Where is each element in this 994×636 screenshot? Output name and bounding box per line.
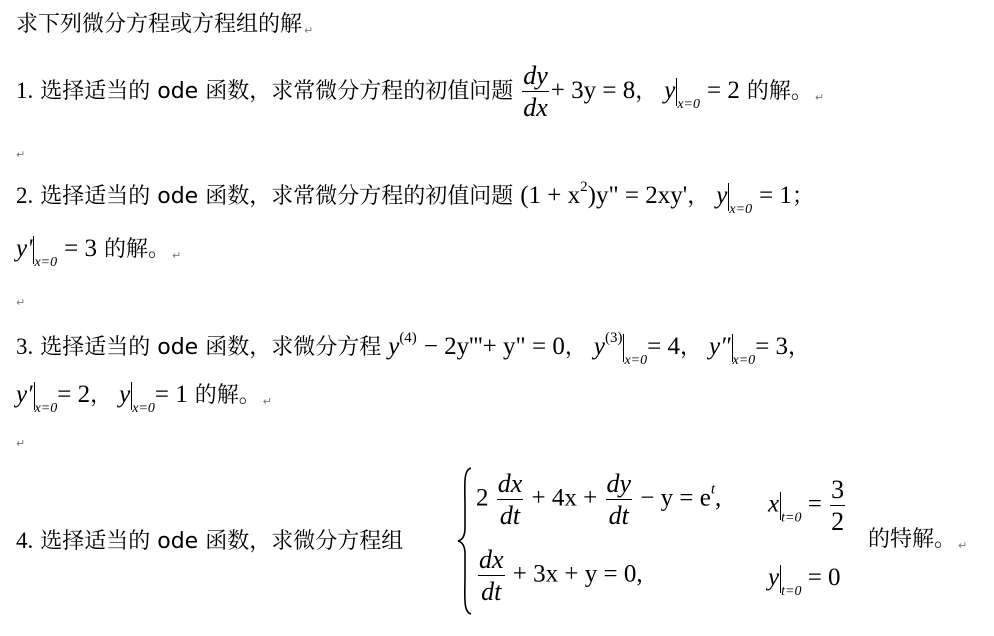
problem-2 — [16, 180, 814, 217]
condition-value: = 3 — [755, 333, 789, 360]
derivative-order: (3) — [604, 330, 623, 346]
problem-3 — [16, 331, 810, 368]
condition-variable: y — [716, 182, 728, 209]
condition-subscript: x=0 — [132, 401, 155, 416]
paragraph-mark: ↵ — [16, 296, 26, 309]
paragraph-mark: ↵ — [16, 437, 26, 450]
condition-variable: x — [768, 490, 780, 518]
separator: ， — [788, 335, 811, 360]
condition-variable: y′ — [16, 381, 33, 408]
condition-subscript: x=0 — [732, 353, 756, 368]
condition-variable: y — [664, 76, 676, 104]
problem-text: 选择适当的 ode 函数，求常微分方程的初值问题 — [40, 184, 514, 209]
problem-2-continued — [16, 236, 181, 270]
equation-tail: )y" = 2xy' — [587, 182, 688, 209]
condition-variable: y' — [16, 235, 33, 262]
condition-subscript: x=0 — [677, 96, 700, 112]
problem-text: 选择适当的 ode 函数，求微分方程组 — [40, 529, 404, 554]
paragraph-mark: ↵ — [16, 148, 26, 161]
problem-number: 1. — [16, 77, 34, 103]
condition-variable: y — [768, 564, 780, 591]
separator: ， — [687, 184, 710, 209]
paragraph-mark: ↵ — [172, 249, 182, 262]
equation-part: + 4x + — [531, 484, 598, 512]
fraction-numerator: dx — [497, 470, 524, 500]
condition-value: = 2 — [707, 76, 740, 104]
fraction-denominator: dt — [608, 501, 629, 531]
fraction-denominator: dt — [499, 501, 521, 531]
problem-number: 3. — [16, 334, 34, 359]
problem-1 — [16, 62, 824, 122]
problem-3-continued — [16, 382, 272, 416]
fraction-numerator: dy — [606, 470, 633, 500]
equation-part: (1 + x — [520, 182, 581, 209]
fraction-dx-dt — [478, 546, 505, 606]
problem-text: 选择适当的 ode 函数，求常微分方程的初值问题 — [40, 78, 514, 104]
equation-variable: y — [388, 333, 400, 360]
condition-subscript: x=0 — [34, 255, 58, 270]
fraction-denominator: dx — [523, 93, 548, 123]
paragraph-mark: ↵ — [814, 90, 825, 104]
problem-ending: 的解。 — [103, 237, 170, 262]
condition-variable: y″ — [709, 333, 731, 360]
condition-subscript: x=0 — [34, 401, 58, 416]
coefficient: 2 — [476, 484, 489, 512]
paragraph-mark: ↵ — [262, 395, 272, 408]
system-condition-1 — [768, 476, 847, 536]
problem-ending: 的解。 — [746, 78, 813, 104]
fraction-denominator: dt — [481, 577, 502, 607]
paragraph-mark: ↵ — [304, 24, 314, 37]
separator: ； — [791, 184, 814, 209]
fraction-numerator: dy — [522, 62, 549, 92]
problem-4 — [16, 529, 403, 553]
fraction-denominator: 2 — [831, 507, 845, 537]
fraction-numerator: 3 — [830, 476, 845, 506]
equation-superscript: 2 — [580, 179, 588, 195]
problem-number: 2. — [16, 183, 34, 208]
separator: ， — [635, 78, 658, 104]
condition-value: = 0 — [807, 564, 841, 591]
derivative-order: (4) — [399, 330, 417, 346]
condition-subscript: t=0 — [781, 584, 802, 599]
system-row-2 — [476, 546, 643, 606]
heading-text: 求下列微分方程或方程组的解 — [16, 12, 303, 37]
paragraph-mark: ↵ — [958, 539, 968, 552]
condition-subscript: t=0 — [781, 510, 802, 526]
fraction-dx-dt — [497, 470, 524, 530]
problem-ending: 的解。 — [194, 383, 261, 408]
problem-4-ending — [868, 529, 967, 551]
condition-value: = 1 — [154, 381, 188, 408]
separator: ， — [90, 383, 113, 408]
left-brace-icon — [456, 466, 474, 616]
condition-value: = 1 — [759, 182, 792, 209]
separator: ， — [564, 335, 587, 360]
problem-number: 4. — [16, 528, 34, 553]
separator: ， — [679, 335, 702, 360]
equation-rest: − 2y'''+ y" = 0 — [423, 333, 565, 360]
condition-variable: y — [593, 333, 605, 360]
system-row-1 — [476, 470, 721, 530]
fraction-dy-dt — [606, 470, 633, 530]
fraction-numerator: dx — [478, 546, 505, 576]
problem-ending: 的特解。 — [868, 527, 957, 552]
fraction-three-halves — [830, 476, 845, 536]
exponent: t — [710, 481, 716, 498]
separator: , — [715, 484, 722, 512]
system-condition-2 — [768, 564, 841, 600]
condition-variable: y — [119, 381, 131, 408]
equation-part: − y = e — [640, 484, 711, 512]
condition-value: = 4 — [647, 333, 680, 360]
fraction-dy-dx — [522, 62, 549, 122]
equation-part: + 3x + y = 0, — [512, 560, 643, 588]
condition-subscript: x=0 — [624, 353, 648, 368]
problem-text: 选择适当的 ode 函数，求微分方程 — [40, 335, 382, 360]
equation-rest: + 3y = 8 — [550, 76, 636, 104]
equals-sign: = — [807, 490, 822, 518]
condition-subscript: x=0 — [729, 202, 753, 217]
condition-value: = 3 — [64, 235, 97, 262]
condition-value: = 2 — [57, 381, 91, 408]
document-heading — [16, 14, 313, 36]
